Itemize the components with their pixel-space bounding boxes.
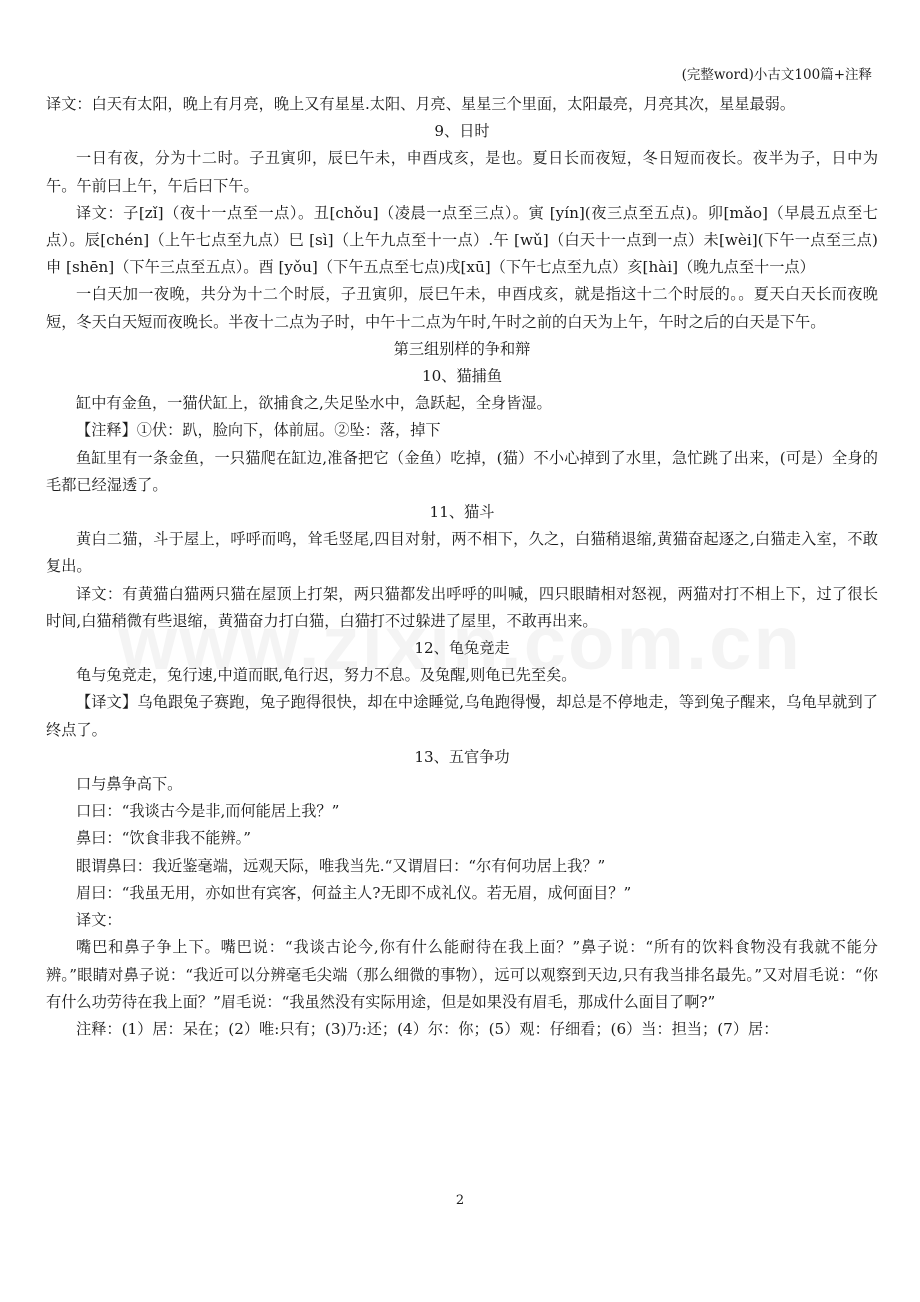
paragraph-original-13e: 眉曰：“我虽无用，亦如世有宾客，何益主人?无即不成礼仪。若无眉，成何面目？” — [76, 883, 632, 902]
section-heading-10: 10、猫捕鱼 — [421, 367, 503, 386]
section-heading-9: 9、日时 — [434, 122, 490, 141]
paragraph-original-13b: 口曰：“我谈古今是非,而何能居上我？” — [76, 802, 340, 821]
paragraph-original-13a: 口与鼻争高下。 — [76, 775, 183, 794]
paragraph-original-13d: 眼谓鼻曰：我近鉴毫端，远观天际，唯我当先.“又谓眉曰：“尔有何功居上我？” — [76, 856, 606, 875]
paragraph-translation-13: 嘴巴和鼻子争上下。嘴巴说：“我谈古论今,你有什么能耐待在我上面？”鼻子说：“所有的饮料食物没有我就不能分辨。”眼睛对鼻子说：“我近可以分辨毫毛尖端（那么细微的事物），远可以观察到天边,只有我当排名最先。”又对眉毛说：“你有什么功劳待在我上面？”眉毛说：“我虽然没有实际用途，但是如果没有眉毛，那成什么面目了啊?” — [46, 938, 878, 1011]
section-heading-12: 12、龟兔竞走 — [414, 639, 510, 658]
paragraph-original-10: 缸中有金鱼，一猫伏缸上，欲捕食之,失足坠水中，急跃起，全身皆湿。 — [76, 394, 552, 413]
page-number: 2 — [455, 1193, 465, 1208]
paragraph-translation-11: 译文：有黄猫白猫两只猫在屋顶上打架，两只猫都发出呼呼的叫喊，四只眼睛相对怒视，两猫对打不相上下，过了很长时间,白猫稍微有些退缩，黄猫奋力打白猫，白猫打不过躲进了屋里，不敢再出来。 — [46, 584, 878, 630]
paragraph-translation-9b: 一白天加一夜晚，共分为十二个时辰，子丑寅卯，辰巳午未，申酉戌亥，就是指这十二个时辰的。。夏天白天长而夜晚短，冬天白天短而夜晚长。半夜十二点为子时，中午十二点为午时,午时之前的白天为上午，午时之后的白天是下午。 — [46, 285, 878, 331]
paragraph-notes-10: 【注释】①伏：趴，脸向下，体前屈。②坠：落，掉下 — [76, 421, 441, 440]
paragraph-translation-12: 【译文】乌龟跟兔子赛跑，兔子跑得很快，却在中途睡觉,乌龟跑得慢，却总是不停地走，等到兔子醒来，乌龟早就到了终点了。 — [46, 693, 878, 739]
group-heading-3: 第三组别样的争和辩 — [393, 339, 531, 358]
paragraph-original-13c: 鼻曰：“饮食非我不能辨。” — [76, 829, 251, 848]
page-header-title: (完整word)小古文100篇+注释 — [681, 67, 872, 83]
document-body — [46, 91, 878, 1043]
paragraph-translation-8: 译文：白天有太阳，晚上有月亮，晚上又有星星.太阳、月亮、星星三个里面，太阳最亮，月亮其次，星星最弱。 — [46, 95, 796, 113]
paragraph-original-11: 黄白二猫，斗于屋上，呼呼而鸣，耸毛竖尾,四目对射，两不相下，久之，白猫稍退缩,黄猫奋起逐之,白猫走入室，不敢复出。 — [46, 530, 878, 576]
paragraph-notes-13: 注释：(1）居：呆在；(2）唯:只有；(3)乃:还；(4）尔：你；(5）观：仔细看；(6）当：担当；(7）居： — [76, 1019, 779, 1038]
paragraph-original-12: 龟与兔竞走，兔行速,中道而眠,龟行迟，努力不息。及兔醒,则龟已先至矣。 — [76, 666, 577, 685]
paragraph-translation-9a: 译文：子[zǐ]（夜十一点至一点）。丑[chǒu]（凌晨一点至三点）。寅 [yín](夜三点至五点)。卯[mǎo]（早晨五点至七点）。辰[chén]（上午七点至九点）巳 [sì]（上午九点至十一点）.午 [wǔ]（白天十一点到一点）未[wèi](下午一点至三点) 申 [shēn]（下午三点至五点）。酉 [yǒu]（下午五点至七点)戌[xū]（下午七点至九点）亥[hài]（晚九点至十一点） — [46, 203, 878, 277]
paragraph-original-9: 一日有夜，分为十二时。子丑寅卯，辰巳午未，申酉戌亥，是也。夏日长而夜短，冬日短而夜长。夜半为子，日中为午。午前曰上午，午后曰下午。 — [46, 149, 878, 195]
section-heading-13: 13、五官争功 — [414, 747, 510, 766]
section-heading-11: 11、猫斗 — [429, 503, 495, 522]
paragraph-translation-10: 鱼缸里有一条金鱼，一只猫爬在缸边,准备把它（金鱼）吃掉，(猫）不小心掉到了水里，急忙跳了出来，(可是）全身的毛都已经湿透了。 — [46, 448, 878, 494]
paragraph-translation-label-13: 译文： — [76, 911, 122, 930]
